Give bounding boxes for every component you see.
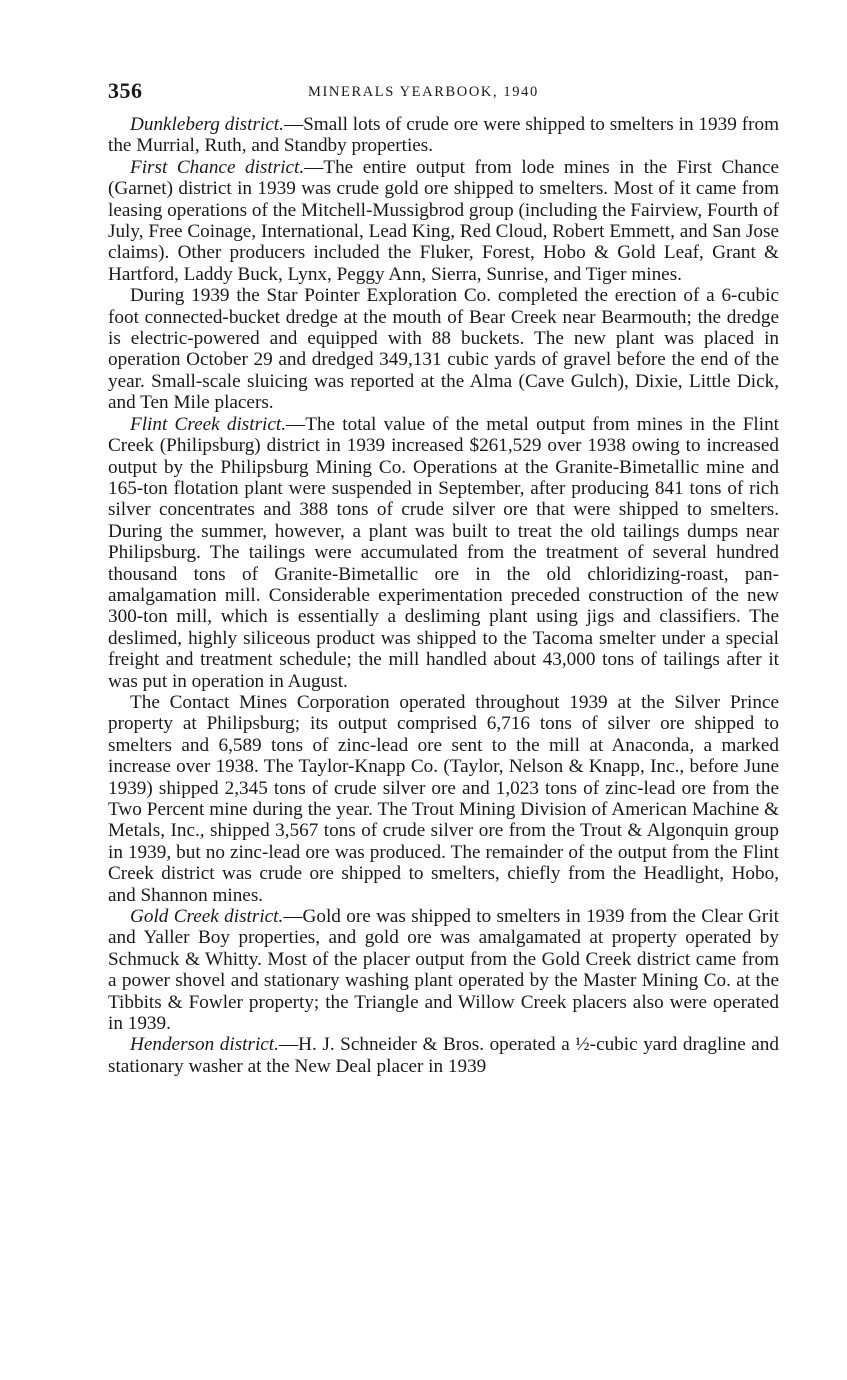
- district-heading: Dunkleberg district.: [130, 114, 284, 135]
- paragraph-gold-creek: [108, 906, 779, 1034]
- paragraph-text: —The entire output from lode mines in the First Chance (Garnet) district in 1939 was crude gold ore shipped to smelters. Most of it came from leasing operations of the Mitchell-Mussigbrod group (including the Fairview, Fourth of July, Free Coinage, International, Lead King, Red Cloud, Robert Emmett, and San Jose claims). Other producers included the Fluker, Forest, Hobo & Gold Leaf, Grant & Hartford, Laddy Buck, Lynx, Peggy Ann, Sierra, Sunrise, and Tiger mines.: [108, 156, 779, 285]
- paragraph-first-chance: [108, 157, 779, 285]
- page: [108, 78, 779, 1077]
- paragraph-text: —Small lots of crude ore were shipped to smelters in 1939 from the Murrial, Ruth, and Standby properties.: [108, 114, 780, 157]
- district-heading: Henderson district.: [130, 1034, 279, 1056]
- paragraph-text: —Gold ore was shipped to smelters in 1939 from the Clear Grit and Yaller Boy properties, and gold ore was amalgamated at property operated by Schmuck & Whitty. Most of the placer output from the Gold Creek district came from a power shovel and stationary washing plant operated by the Master Mining Co. at the Tibbits & Fowler property; the Triangle and Willow Creek placers also were operated in 1939.: [108, 906, 779, 1035]
- body-text: [108, 114, 779, 1077]
- paragraph-flint-creek: [108, 414, 779, 692]
- paragraph-star-pointer: [108, 285, 779, 413]
- district-heading: Flint Creek district.: [130, 413, 287, 435]
- district-heading: First Chance district.: [130, 156, 305, 178]
- paragraph-contact-mines: [108, 692, 779, 906]
- paragraph-text: The Contact Mines Corporation operated throughout 1939 at the Silver Prince property at Philipsburg; its output comprised 6,716 tons of silver ore shipped to smelters and 6,589 tons of zinc-lead ore sent to the mill at Anaconda, a marked increase over 1938. The Taylor-Knapp Co. (Taylor, Nelson & Knapp, Inc., before June 1939) shipped 2,345 tons of crude silver ore and 1,023 tons of zinc-lead ore from the Two Percent mine during the year. The Trout Mining Division of American Machine & Metals, Inc., shipped 3,567 tons of crude silver ore from the Trout & Algonquin group in 1939, but no zinc-lead ore was produced. The remainder of the output from the Flint Creek district was crude ore shipped to smelters, chiefly from the Headlight, Hobo, and Shannon mines.: [108, 691, 779, 906]
- district-heading: Gold Creek district.: [130, 906, 284, 928]
- paragraph-henderson: [108, 1034, 779, 1077]
- paragraph-text: During 1939 the Star Pointer Exploration Co. completed the erection of a 6-cubic foot connected-bucket dredge at the mouth of Bear Creek near Bearmouth; the dredge is electric-powered and equipped with 88 buckets. The new plant was placed in operation October 29 and dredged 349,131 cubic yards of gravel before the end of the year. Small-scale sluicing was reported at the Alma (Cave Gulch), Dixie, Little Dick, and Ten Mile placers.: [108, 285, 779, 414]
- paragraph-text: —The total value of the metal output from mines in the Flint Creek (Philipsburg) district in 1939 increased $261,529 over 1938 owing to increased output by the Philipsburg Mining Co. Operations at the Granite-Bimetallic mine and 165-ton flotation plant were suspended in September, after producing 841 tons of rich silver concentrates and 388 tons of crude silver ore that were shipped to smelters. During the summer, however, a plant was built to treat the old tailings dumps near Philipsburg. The tailings were accumulated from the treatment of several hundred thousand tons of Granite-Bimetallic ore in the old chloridizing-roast, pan-amalgamation mill. Considerable experimentation preceded construction of the new 300-ton mill, which is essentially a desliming plant using jigs and classifiers. The deslimed, highly siliceous product was shipped to the Tacoma smelter under a special freight and treatment schedule; the mill handled about 43,000 tons of tailings after it was put in operation in August.: [108, 413, 779, 692]
- paragraph-dunkleberg: [108, 114, 779, 157]
- paragraph-text: —H. J. Schneider & Bros. operated a ½-cubic yard dragline and stationary washer at the New Deal placer in 1939: [108, 1034, 779, 1077]
- running-head: MINERALS YEARBOOK, 1940: [308, 84, 539, 100]
- page-header: [108, 78, 779, 108]
- page-number: 356: [108, 78, 143, 103]
